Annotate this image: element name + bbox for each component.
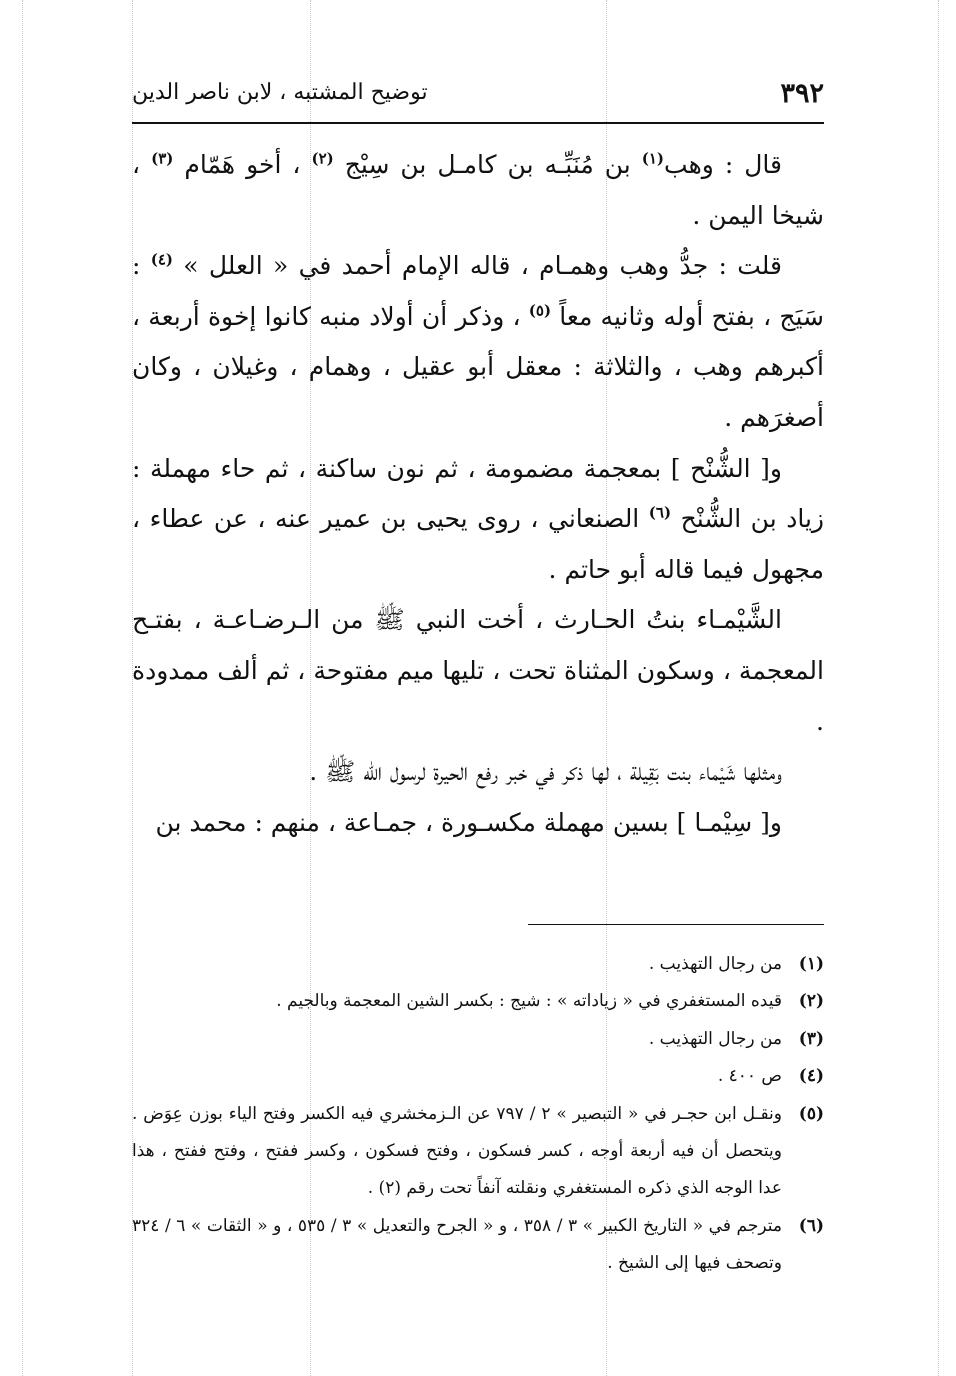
page-header [132, 72, 824, 116]
text-run: ، أخو هَمّام [173, 150, 312, 179]
footnote [132, 1096, 824, 1208]
footnote-ref[interactable]: (٢) [311, 149, 334, 168]
footnote-text: قيده المستغفري في « زياداته » : شيج : بكسر الشين المعجمة وبالجيم . [276, 991, 782, 1012]
footnote [132, 1208, 824, 1283]
footnote-ref[interactable]: (٤) [150, 250, 173, 269]
paragraph [132, 140, 824, 241]
footnote-ref[interactable]: (١) [641, 149, 665, 168]
text-run: الشَّيْمـاء بنتُ الحـارث ، أخت النبي ﷺ من الـرضـاعـة ، بفتـح المعجمة ، وسكون المثناة تحت ، تليها ميم مفتوحة ، ثم ألف ممدودة . [132, 605, 824, 736]
text-run: ، شيخا اليمن . [132, 150, 824, 230]
text-run: ، وذكر أن أولاد منبه كانوا إخوة أربعة ، أكبرهم وهب ، والثلاثة : معقل أبو عقيل ، وهمام ، وغيلان ، وكان أصغرَهم . [132, 301, 824, 432]
text-run: بن مُنَبِّـه بن كامـل بن سِيْج [333, 150, 642, 179]
footnote-rule [528, 924, 824, 925]
paragraph [132, 747, 824, 798]
footnote [132, 946, 824, 983]
footnote [132, 1058, 824, 1095]
footnote-ref[interactable]: (٦) [648, 503, 672, 522]
footnote-number: (٢) [798, 991, 824, 1012]
text-run: قلت : جدُّ وهب وهمـام ، قاله الإمام أحمد في « العلل » [173, 251, 782, 281]
footnote-text: من رجال التهذيب . [648, 1028, 782, 1049]
page-number: ٣٩٢ [780, 78, 824, 109]
footnote-number: (٦) [798, 1215, 824, 1236]
footnote [132, 1021, 824, 1058]
paragraph [132, 595, 824, 747]
footnote-number: (٤) [798, 1066, 824, 1087]
text-run: ومثلها شَيْماء بنت بَقِيلة ، لها ذكر في خبر رفع الحيرة لرسول الله ﷺ . [309, 757, 782, 787]
paragraph [132, 241, 824, 443]
text-run: : سَيَج ، بفتح أوله وثانيه معاً [132, 251, 825, 331]
text-run: قال : وهب [664, 150, 782, 179]
footnote-text: ونقـل ابن حجـر في « التبصير » ٢ / ٧٩٧ عن الـزمخشري فيه الكسر وفتح الياء بوزن عِوَض . ويتحصل أن فيه أربعة أوجه ، كسر فسكون ، وفتح فسكون ، وكسر ففتح ، وفتح ففتح ، هذا عدا الوجه الذي ذكره المستغفري ونقلته آنفاً تحت رقم (٢) . [132, 1103, 782, 1199]
header-rule [132, 122, 824, 124]
paragraph [132, 798, 824, 849]
footnote-number: (١) [798, 954, 824, 974]
text-run: الصنعاني ، روى يحيى بن عمير عنه ، عن عطاء ، مجهول فيما قاله أبو حاتم . [132, 504, 824, 584]
scan-dotted-guide [938, 0, 939, 1376]
footnote-text: ص ٤٠٠ . [717, 1066, 782, 1087]
running-title: توضيح المشتبه ، لابن ناصر الدين [132, 80, 428, 105]
footnote-ref[interactable]: (٥) [528, 301, 552, 320]
text-run: و[ الشُّنْح ] بمعجمة مضمومة ، ثم نون ساكنة ، ثم حاء مهملة : زياد بن الشُّنْح [132, 453, 824, 534]
footnote-ref[interactable]: (٣) [151, 149, 174, 168]
footnote-number: (٣) [798, 1028, 824, 1049]
main-text [132, 140, 824, 848]
footnote-text: مترجم في « التاريخ الكبير » ٣ / ٣٥٨ ، و « الجرح والتعديل » ٣ / ٥٣٥ ، و « الثقات » ٦ / ٣٢٤ وتصحف فيها إلى الشيخ . [132, 1215, 782, 1274]
scan-dotted-guide [22, 0, 23, 1376]
text-run: و[ سِيْمـا ] بسين مهملة مكسـورة ، جمـاعة ، منهم : محمد بن [155, 807, 782, 837]
footnotes [132, 946, 824, 1283]
paragraph [132, 444, 824, 596]
footnote-number: (٥) [798, 1103, 824, 1124]
footnote [132, 983, 824, 1020]
footnote-text: من رجال التهذيب . [648, 954, 782, 974]
